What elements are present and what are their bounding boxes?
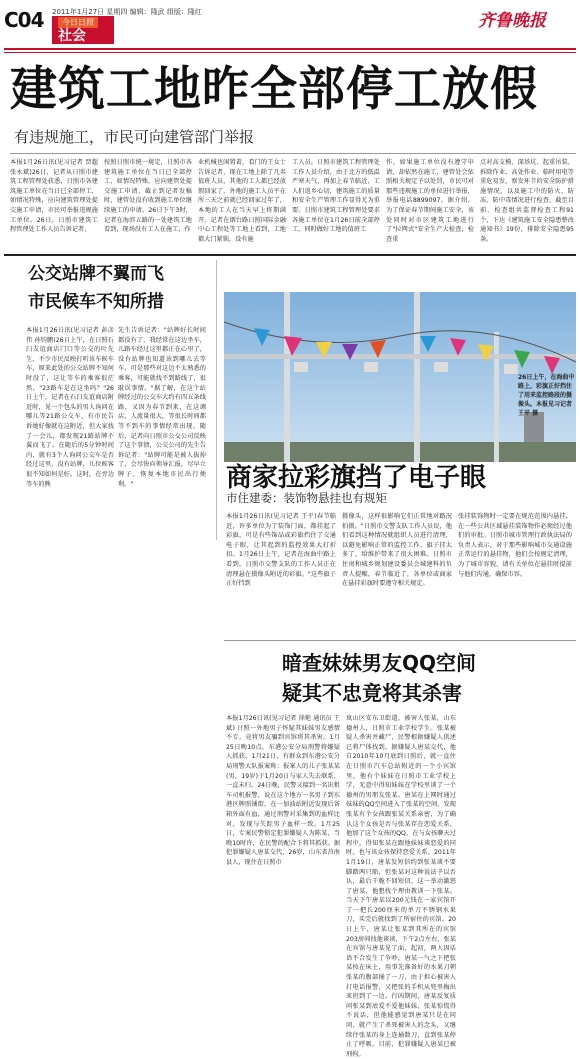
lead-subhead: 有违规施工，市民可向建管部门举报	[14, 128, 255, 146]
lead-column-2: 按照日照市统一规定，日照市各建筑施工单位在当日已全部停工，如情况特殊，应向建管处提交施工申请，截止到记者发稿时，建管处没有收到施工单位继续施工的申请。26日下午3时，记者在海滨五路的一处建筑工地看到，现场没有工人在施工，作	[104, 159, 192, 234]
page-number: C04	[4, 8, 44, 32]
blank-area	[4, 540, 216, 970]
flags-column-1: 本报1月26日讯(见习记者 王平)春节临近，许多单位为了装饰门面，都挂起了彩旗，可是有些饰品或彩旗挡住了交通电子眼，让其起到的监控效果大打折扣。1月26日上午，记者在海曲中路上看到，日照市交警支队的工作人员正在清理悬在摄像头附近的彩旗。"这些旗子正好挡到	[226, 513, 336, 588]
qq-headline-2: 疑其不忠竟将其杀害	[282, 681, 462, 705]
flags-column-2: 摄像头，这样很影响它们正常地对路况拍摄。"日照市交警支队工作人员说，他们看到这种情况就组织人员进行清理，以避免影响正常的监控工作。旗子挂太多了，给维护带来了很大困难。日照市住房和城乡规划建设委员会城建科的负责人提醒，春节临近了，各单位或商家在悬挂彩旗时要遵守相关规定。	[342, 513, 452, 588]
bus-sign-column-1: 本报1月26日讯(见习记者 彭彦伟 孙钧鹏)26日上午，在日照石臼友谊商店门口等公交的叶先生，不少市民反映打听该车候车车，原来此处的公交站牌不知何时没了，这让等车的乘客很茫然。"23路车是在这坐吗？"26日上午，记者在石臼友谊商店附近时，见一个包头的男人询问在哪儿等21路公交车，有市民告诉她好像就在这附近，但大家找了一会儿，都发现21路站牌不翼而飞了。在随后的5分钟时间内，就有3个人询问公交车是否经过这里，没有站牌，儿位候客很不知如何是好。这时，在旁边等车的熊	[26, 327, 114, 488]
lead-column-5: 作，如果施工单位没有遵守申请，却依然在施工，建管处会依照相关规定予以处罚，市民可对那些违规施工的单位进行举报，举报电话8899097。据介绍，为了保证春节期间施工安全，该处同时对市区建筑工地进行了"拉网式"安全生产大检查，检查重	[386, 159, 474, 243]
story-rule	[224, 640, 576, 641]
section-name: 社会	[58, 28, 86, 44]
qq-column-3	[462, 714, 574, 970]
lead-column-1: 本报1月26日讯(见习记者 贾超 张永斌)26日，记者从日照市建筑工程管理处获悉，日照市各建筑施工单位在当日已全部停工，如情况特殊，应向建筑管理处提交施工申请，市民可举报违规施工单位。26日，日照市建筑工程管理处工作人员告诉记者，	[10, 159, 98, 234]
lead-headline: 建筑工地昨全部停工放假	[10, 62, 538, 117]
lead-column-3: 业机械也闲置着，看门的王女士告诉记者，现在工地上除了几名值班人员，其他的工人都已经放假回家了，外地的施工人员平在所三天之前就已经回家过年了，本地的工人在当天早上将期满开。记者在烟台路日照国际金融中心工程处等工地上看到，工地都大门紧锁，没有施	[198, 159, 286, 243]
newspaper-brand: 齐鲁晚报	[478, 11, 546, 31]
flags-column-3: 张挂装饰物时一定要在规范范围内悬挂，在一些公共区域悬挂装饰物作必须经过他们的审批。日照市城市管理行政执法局的负责人表示，对于那些影响城市交通设施正常运行的悬挂物，他们会按规定清理，为了城市容貌，请有关单位在悬挂时提前与他们沟通，确保市容。	[458, 513, 572, 578]
qq-column-2: 岚山区安东卫街道，被害人张某，山东德州人，日照市工业学校学生。张某被疑人杀害并藏尸，民警根据嫌疑人供述已将尸体找到。据嫌疑人唐某交代，他自2010年10月底到日照后，就一直住在日照市汽车总站附近的一个小宾馆里，他有个妹妹在日照市工业学校上学，无意中得知妹妹在学校里谈了一个德州的男朋友张某。唐某在上网时通过妹妹的QQ空间进入了张某的空间，发现张某有个女孩跟张某关系亲密，为了确认这个女孩是否与张某存在恋爱关系，他加了这个女孩的QQ，在与女孩聊天过程中，得知张某在跟他妹妹谈恋爱的同时，也与该女孩保持恋爱关系。2011年1月19日，唐某发短信约到张某谈不要脚踏两只船，但张某对这种说法予以否认，最后干脆不回短信，这一举动激怒了唐某，他想找个理由教训一下张某。当天下午唐某以200元钱在一家宾馆开了一把长200厘米的单刀不锈钢水果刀，买完后就找到了所宿住的宾馆。20日上午，唐某让张某到其所在的宾馆203房间找他谈谈，下午2点左右，张某在宾馆与唐某见了面，起初，两人因话语不合发生了争吵，唐某一气之下把张某按在床上，用事先准备好的水果刀朝张某的腹部捅了一刀，由于担心被害人打电话报警，又把张的手机从兜里掏出来扔到了一边。行凶期间，唐某反复质问张某到底爱不爱他妹妹，张某惊慌得不说话，但他能感觉到唐某只是在问问，就产生了杀死被害人的念头，又继续往张某的身上连捅数刀，直到张某停止了呼吸。目前，犯罪嫌疑人唐某已被刑拘。	[346, 715, 456, 1058]
section-subtitle: 今日日照	[58, 17, 98, 28]
date-editor-line: 2011年1月27日 星期四 编辑：隆武 组版：隆红	[52, 8, 202, 16]
flags-headline: 商家拉彩旗挡了电子眼	[226, 463, 487, 493]
masthead-rule-thin	[4, 52, 576, 53]
bus-sign-column-2: 先生告诉记者："站牌好长时间都没有了，我经常在这边坐车，儿路车经过这里都正在心里了，没有站牌也知道该到哪儿去等车，可是那些对这边不太熟悉的乘客，可能就找不到路线了，很耽误事情。"据了解，在这个站牌经过的公交车大约有四五条线路，又因为春节到来，在这调店，人流量很大，等很长时间都等不到车的事情经常出现。随后，记者向日照市公交公司反映了这个事情，公交公司的先生告诉记者："站牌可能是被人拔掉了，会尽快向领导汇报，尽早立牌子，恢复本地市民出行便利。"	[118, 327, 206, 488]
section-rule	[4, 254, 576, 256]
qq-headline-1: 暗查妹妹男友QQ空间	[282, 651, 477, 675]
qq-column-1: 本报1月26日讯(见习记者 徐艳 通讯员 王斌) 日照一外地男子怀疑其妹妹男友感情不专，竟将男友骗到宾馆将其杀害。1月25日晚10点，东港公安分局刑警将嫌疑人抓获。1月21日，有群众到东港公安分局刑警大队报案称：报案人的儿子张某某(男，19岁)于1月20日与家人失去联系，一直未归。24日晚，民警又接到一名出租车司机报警，说在这个地方一名男子到东港区牌照铺街，在一加油站附近发现后备箱外面有血，通过刑警对采集到的血样比对，发现与失踪男子血样一致。1月25日，专案民警锁定犯罪嫌疑人为陈某，当晚10时许，在民警的配合下将其抓获。据犯罪嫌疑人唐某交代，26岁，山东省莒南县人，现住在日照市	[226, 715, 340, 866]
column-divider	[216, 260, 217, 540]
lead-column-6: 点对高支模、深基坑、起重吊装、拆除作业、高处作业、临时用电等重危易发，察发环节的安全防护措施情况，以及施工中的防火、防冻、防中毒情况进行检查，截至目前，检查组共监督检查工程91个，下达《建筑施工安全隐患整改通知书》19份，排除安全隐患95条。	[480, 159, 574, 243]
flags-subhead: 市住建委：装饰物悬挂也有规矩	[226, 491, 387, 505]
lead-rule	[10, 153, 576, 154]
bus-sign-headline-2: 市民候车不知所措	[28, 292, 164, 312]
lead-column-4: 工人员。日照市建筑工程管理处工作人员介绍，由于北方的低温严寒天气，再加上春节临近，工人们返乡心切，建筑施工的质量和安全生产管理工作显得尤为重要。日照市建筑工程管理处要求各施工单位在1月26日前全部停工，同时做好工地的值班工	[292, 159, 380, 234]
masthead-rule	[4, 48, 576, 50]
bus-sign-headline-1: 公交站牌不翼而飞	[28, 264, 164, 284]
photo-caption: 26日上午，在海曲中路上，彩旗正好挡住了用来监控路段的摄像头。本报见习记者 王平 摄	[518, 374, 575, 417]
